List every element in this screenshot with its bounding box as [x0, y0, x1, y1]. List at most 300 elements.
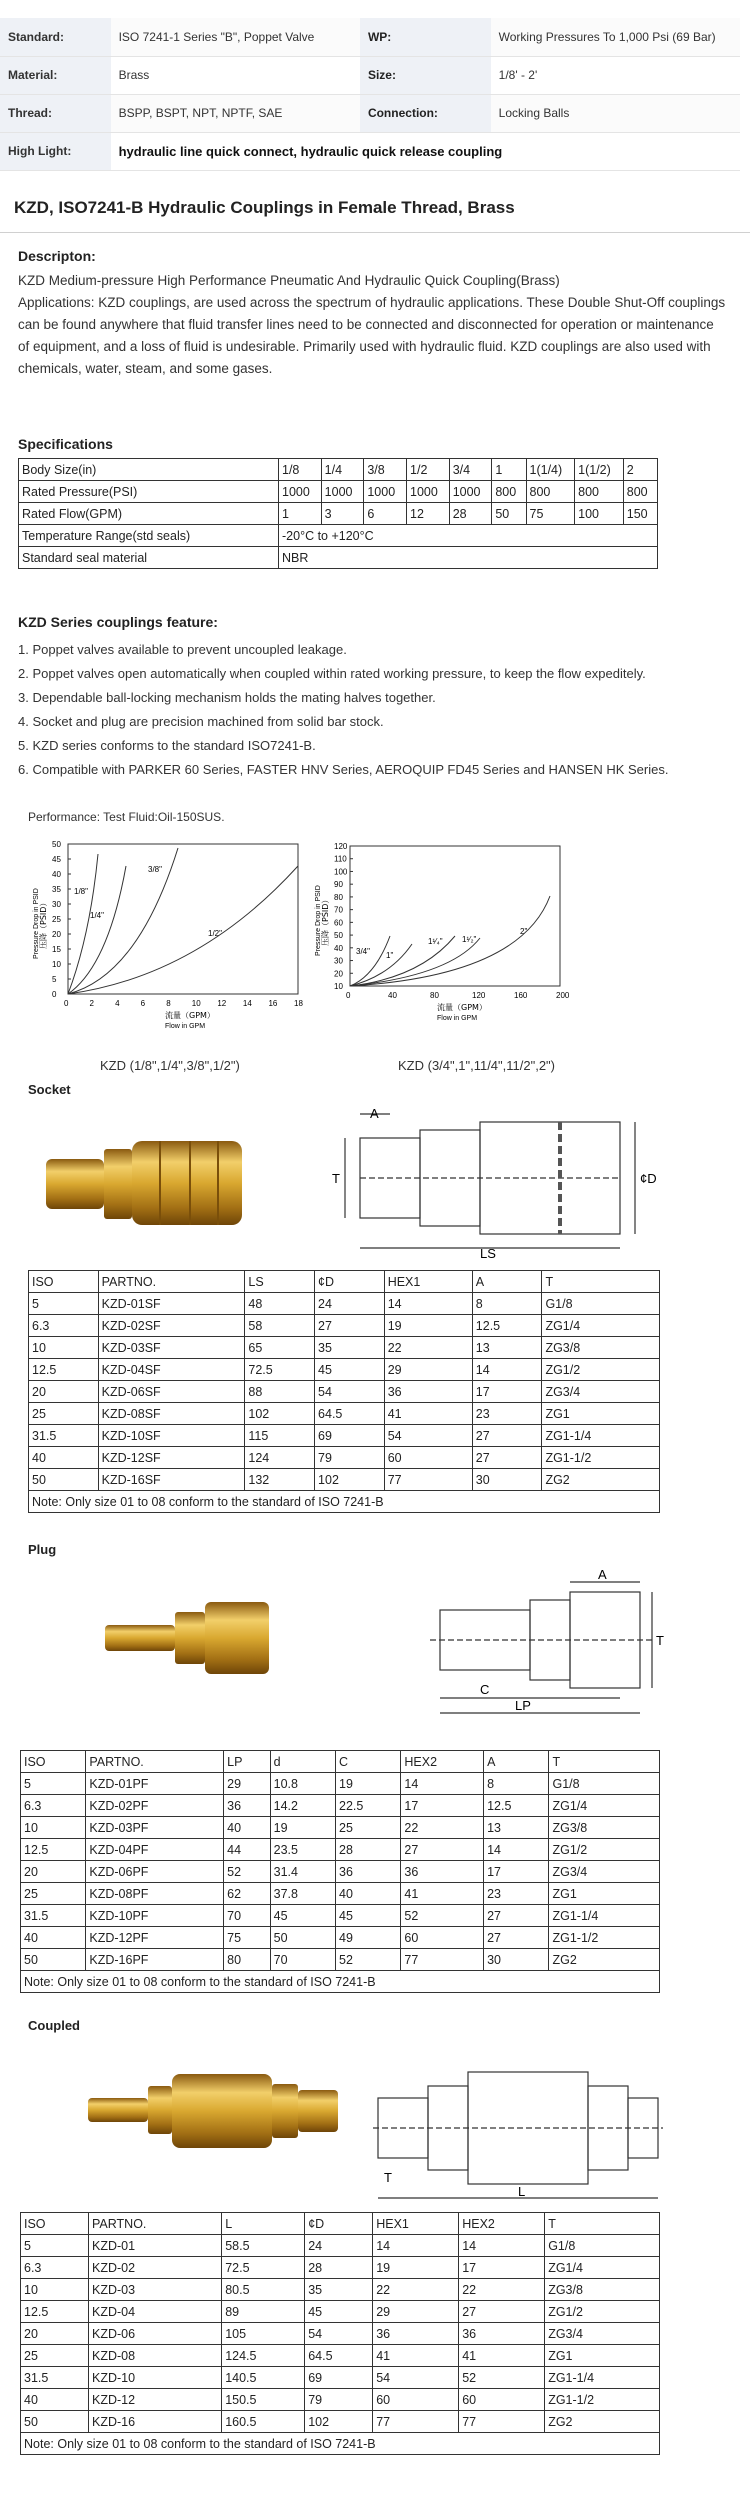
- table-note: Note: Only size 01 to 08 conform to the standard of ISO 7241-B: [21, 2433, 660, 2455]
- socket-table: [28, 1270, 660, 1513]
- table-cell: 17: [459, 2257, 545, 2279]
- table-cell: 10.8: [270, 1773, 335, 1795]
- table-cell: 10: [21, 2279, 89, 2301]
- table-cell: KZD-03: [88, 2279, 221, 2301]
- product-spec-table: [0, 18, 740, 171]
- table-cell: 27: [484, 1927, 549, 1949]
- table-cell: 24: [305, 2235, 373, 2257]
- table-cell: 1000: [321, 481, 364, 503]
- column-header: ISO: [21, 1751, 86, 1773]
- column-header: L: [222, 2213, 305, 2235]
- table-cell: 17: [472, 1381, 542, 1403]
- table-cell: 150: [623, 503, 657, 525]
- series-curve: [350, 936, 390, 986]
- table-cell: 14: [384, 1293, 472, 1315]
- table-cell: 41: [459, 2345, 545, 2367]
- table-cell: 800: [623, 481, 657, 503]
- table-cell: 31.5: [29, 1425, 99, 1447]
- series-label: 1": [386, 951, 394, 960]
- table-row: [19, 547, 658, 569]
- table-cell: 27: [472, 1447, 542, 1469]
- table-cell: 12.5: [21, 2301, 89, 2323]
- highlight-row: [0, 132, 740, 170]
- table-cell: 60: [384, 1447, 472, 1469]
- table-cell: KZD-08SF: [98, 1403, 245, 1425]
- dim-t: T: [384, 2170, 392, 2185]
- table-cell: ZG1-1/4: [549, 1905, 660, 1927]
- table-cell: ZG3/8: [545, 2279, 660, 2301]
- y-tick-label: 120: [334, 842, 348, 851]
- table-cell: 50: [492, 503, 526, 525]
- table-cell: NBR: [279, 547, 658, 569]
- table-cell: KZD-01: [88, 2235, 221, 2257]
- table-row: [19, 481, 658, 503]
- table-cell: 1/8: [279, 459, 322, 481]
- table-cell: ZG1/2: [542, 1359, 660, 1381]
- table-cell: Temperature Range(std seals): [19, 525, 279, 547]
- table-cell: 102: [305, 2411, 373, 2433]
- table-cell: 102: [245, 1403, 315, 1425]
- dim-c: C: [480, 1682, 490, 1697]
- table-cell: 124: [245, 1447, 315, 1469]
- feature-item: 2. Poppet valves open automatically when coupled within rated working pressure, to keep the flow expeditely.: [18, 666, 646, 681]
- y-tick-label: 20: [52, 930, 61, 939]
- table-cell: 27: [484, 1905, 549, 1927]
- performance-label: Performance: Test Fluid:Oil-150SUS.: [28, 810, 225, 824]
- highlight-label: High Light:: [0, 132, 111, 170]
- table-cell: 27: [315, 1315, 385, 1337]
- x-tick-label: 4: [115, 999, 120, 1008]
- y-tick-label: 70: [334, 905, 343, 915]
- table-cell: 45: [336, 1905, 401, 1927]
- table-cell: 5: [21, 2235, 89, 2257]
- table-cell: 79: [305, 2389, 373, 2411]
- table-row: [21, 1839, 660, 1861]
- spec-label: Connection:: [360, 94, 491, 132]
- table-cell: 5: [21, 1773, 86, 1795]
- table-cell: KZD-04PF: [86, 1839, 224, 1861]
- column-header: ISO: [29, 1271, 99, 1293]
- table-cell: 52: [336, 1949, 401, 1971]
- table-cell: 12.5: [29, 1359, 99, 1381]
- table-row: [21, 1905, 660, 1927]
- table-cell: 44: [224, 1839, 270, 1861]
- y-tick-label: 10: [334, 982, 343, 991]
- x-tick-label: 2: [89, 999, 95, 1008]
- table-cell: 140.5: [222, 2367, 305, 2389]
- table-cell: 36: [224, 1795, 270, 1817]
- table-cell: ZG1-1/2: [542, 1447, 660, 1469]
- table-cell: 28: [449, 503, 492, 525]
- table-cell: 40: [224, 1817, 270, 1839]
- table-cell: 12.5: [484, 1795, 549, 1817]
- y-tick-label: 50: [52, 840, 61, 849]
- x-tick-label: 16: [268, 999, 278, 1008]
- table-cell: KZD-12PF: [86, 1927, 224, 1949]
- y-tick-label: 30: [334, 956, 343, 966]
- table-cell: KZD-06: [88, 2323, 221, 2345]
- table-cell: 14: [484, 1839, 549, 1861]
- table-cell: 3: [321, 503, 364, 525]
- table-cell: 65: [245, 1337, 315, 1359]
- performance-chart-large: [315, 826, 590, 1036]
- table-cell: 10: [29, 1337, 99, 1359]
- plug-table: [20, 1750, 660, 1993]
- y-axis-label: Pressure Drop in PSID: [33, 888, 40, 959]
- table-row: [21, 2323, 660, 2345]
- table-cell: 23.5: [270, 1839, 335, 1861]
- table-cell: 132: [245, 1469, 315, 1491]
- y-axis-label: Pressure Drop in PSID: [315, 885, 322, 956]
- highlight-value: hydraulic line quick connect, hydraulic quick release coupling: [111, 132, 740, 170]
- table-cell: ZG3/4: [549, 1861, 660, 1883]
- table-cell: 19: [270, 1817, 335, 1839]
- table-row: [21, 1795, 660, 1817]
- description-line1: KZD Medium-pressure High Performance Pneumatic And Hydraulic Quick Coupling(Brass): [18, 273, 560, 288]
- table-cell: 105: [222, 2323, 305, 2345]
- series-label: 1/4": [90, 911, 104, 920]
- product-title: KZD, ISO7241-B Hydraulic Couplings in Female Thread, Brass: [14, 198, 515, 217]
- features-heading: KZD Series couplings feature:: [18, 614, 218, 630]
- table-cell: 1000: [364, 481, 407, 503]
- table-cell: 52: [401, 1905, 484, 1927]
- table-cell: 28: [305, 2257, 373, 2279]
- table-note: Note: Only size 01 to 08 conform to the standard of ISO 7241-B: [21, 1971, 660, 1993]
- table-cell: 22: [373, 2279, 459, 2301]
- table-cell: 22: [384, 1337, 472, 1359]
- column-header: HEX1: [384, 1271, 472, 1293]
- table-header-row: [21, 1751, 660, 1773]
- table-cell: 1(1/2): [575, 459, 624, 481]
- table-cell: G1/8: [542, 1293, 660, 1315]
- table-cell: 60: [401, 1927, 484, 1949]
- series-label: 3/8": [148, 865, 162, 874]
- table-cell: KZD-01PF: [86, 1773, 224, 1795]
- table-cell: ZG1: [545, 2345, 660, 2367]
- table-cell: 12.5: [472, 1315, 542, 1337]
- column-header: A: [472, 1271, 542, 1293]
- table-cell: 5: [29, 1293, 99, 1315]
- table-row: [21, 2301, 660, 2323]
- table-cell: 19: [373, 2257, 459, 2279]
- table-cell: 2: [623, 459, 657, 481]
- table-cell: 36: [401, 1861, 484, 1883]
- table-cell: 52: [224, 1861, 270, 1883]
- table-cell: 77: [384, 1469, 472, 1491]
- dim-l: L: [518, 2184, 526, 2199]
- table-cell: 35: [305, 2279, 373, 2301]
- table-cell: ZG1-1/2: [549, 1927, 660, 1949]
- table-cell: 1000: [449, 481, 492, 503]
- table-cell: 40: [336, 1883, 401, 1905]
- table-row: [29, 1315, 660, 1337]
- chart-caption-large: KZD (3/4",1",11/4",11/2",2"): [398, 1058, 555, 1073]
- y-tick-label: 100: [334, 867, 348, 877]
- table-cell: 72.5: [222, 2257, 305, 2279]
- table-cell: 800: [526, 481, 575, 503]
- table-cell: 77: [459, 2411, 545, 2433]
- table-row: [29, 1425, 660, 1447]
- table-cell: KZD-03PF: [86, 1817, 224, 1839]
- table-cell: 14: [373, 2235, 459, 2257]
- table-cell: 13: [472, 1337, 542, 1359]
- table-header-row: [29, 1271, 660, 1293]
- table-cell: 20: [21, 2323, 89, 2345]
- table-cell: ZG1/2: [549, 1839, 660, 1861]
- series-label: 2": [520, 927, 528, 936]
- x-axis-label: 流量（GPM）: [437, 1003, 487, 1012]
- x-tick-label: 0: [64, 999, 69, 1008]
- table-cell: 13: [484, 1817, 549, 1839]
- y-tick-label: 20: [334, 969, 343, 979]
- table-cell: KZD-02PF: [86, 1795, 224, 1817]
- table-cell: KZD-06PF: [86, 1861, 224, 1883]
- table-cell: 17: [484, 1861, 549, 1883]
- x-tick-label: 12: [217, 999, 227, 1008]
- column-header: PARTNO.: [88, 2213, 221, 2235]
- socket-photo: [40, 1125, 260, 1235]
- feature-item: 1. Poppet valves available to prevent uncoupled leakage.: [18, 642, 347, 657]
- column-header: d: [270, 1751, 335, 1773]
- table-cell: Rated Flow(GPM): [19, 503, 279, 525]
- table-cell: 50: [29, 1469, 99, 1491]
- table-cell: 29: [224, 1773, 270, 1795]
- table-cell: Standard seal material: [19, 547, 279, 569]
- column-header: A: [484, 1751, 549, 1773]
- spec-row: [0, 56, 740, 94]
- table-cell: KZD-16SF: [98, 1469, 245, 1491]
- note-row: [21, 2433, 660, 2455]
- table-cell: 27: [401, 1839, 484, 1861]
- table-cell: 36: [373, 2323, 459, 2345]
- table-cell: ZG2: [545, 2411, 660, 2433]
- spec-row: [0, 18, 740, 56]
- table-cell: 12.5: [21, 1839, 86, 1861]
- table-cell: 70: [224, 1905, 270, 1927]
- table-cell: 8: [484, 1773, 549, 1795]
- table-cell: KZD-10SF: [98, 1425, 245, 1447]
- table-cell: 58: [245, 1315, 315, 1337]
- table-cell: 54: [315, 1381, 385, 1403]
- table-header-row: [21, 2213, 660, 2235]
- table-cell: 69: [305, 2367, 373, 2389]
- table-cell: 54: [305, 2323, 373, 2345]
- table-cell: KZD-06SF: [98, 1381, 245, 1403]
- table-cell: 25: [21, 2345, 89, 2367]
- table-row: [29, 1447, 660, 1469]
- spec-value: 1/8' - 2': [491, 56, 740, 94]
- chart-frame: [350, 846, 560, 986]
- x-tick-label: 18: [294, 999, 303, 1008]
- table-cell: 19: [336, 1773, 401, 1795]
- table-cell: 50: [270, 1927, 335, 1949]
- x-tick-label: 40: [388, 991, 397, 1000]
- table-cell: 75: [526, 503, 575, 525]
- table-cell: 1000: [279, 481, 322, 503]
- table-cell: ZG1: [542, 1403, 660, 1425]
- table-cell: 3/8: [364, 459, 407, 481]
- table-row: [21, 1861, 660, 1883]
- table-note: Note: Only size 01 to 08 conform to the standard of ISO 7241-B: [29, 1491, 660, 1513]
- y-tick-label: 40: [334, 943, 343, 953]
- dim-a: A: [598, 1567, 607, 1582]
- table-cell: 35: [315, 1337, 385, 1359]
- note-row: [29, 1491, 660, 1513]
- table-cell: 45: [270, 1905, 335, 1927]
- spec-label: Size:: [360, 56, 491, 94]
- spec-value: BSPP, BSPT, NPT, NPTF, SAE: [111, 94, 360, 132]
- table-cell: KZD-02SF: [98, 1315, 245, 1337]
- feature-item: 4. Socket and plug are precision machined from solid bar stock.: [18, 714, 384, 729]
- y-tick-label: 25: [52, 915, 61, 924]
- table-cell: 23: [484, 1883, 549, 1905]
- table-cell: 50: [21, 2411, 89, 2433]
- table-cell: 29: [384, 1359, 472, 1381]
- table-cell: KZD-16PF: [86, 1949, 224, 1971]
- table-cell: 54: [373, 2367, 459, 2389]
- series-label: 3/4": [356, 947, 370, 956]
- table-cell: 25: [21, 1883, 86, 1905]
- table-cell: 102: [315, 1469, 385, 1491]
- performance-chart-small: [28, 826, 318, 1036]
- table-cell: 77: [401, 1949, 484, 1971]
- x-axis-label: Flow in GPM: [437, 1015, 478, 1022]
- table-cell: 800: [492, 481, 526, 503]
- coupled-drawing: [368, 2058, 668, 2208]
- table-cell: 100: [575, 503, 624, 525]
- table-cell: 1/2: [407, 459, 450, 481]
- table-row: [21, 2257, 660, 2279]
- spec-label: WP:: [360, 18, 491, 56]
- y-tick-label: 110: [334, 854, 347, 864]
- table-cell: 160.5: [222, 2411, 305, 2433]
- specifications-table: [18, 458, 658, 569]
- y-tick-label: 10: [52, 960, 61, 969]
- table-cell: 45: [315, 1359, 385, 1381]
- coupled-table: [20, 2212, 660, 2455]
- table-cell: 54: [384, 1425, 472, 1447]
- table-cell: Body Size(in): [19, 459, 279, 481]
- y-tick-label: 90: [334, 880, 343, 890]
- table-row: [29, 1403, 660, 1425]
- table-cell: 31.5: [21, 1905, 86, 1927]
- table-cell: 14: [401, 1773, 484, 1795]
- table-row: [21, 2389, 660, 2411]
- table-cell: ZG3/4: [542, 1381, 660, 1403]
- table-cell: 40: [21, 2389, 89, 2411]
- table-cell: 80: [224, 1949, 270, 1971]
- table-cell: 69: [315, 1425, 385, 1447]
- plug-heading: Plug: [28, 1542, 57, 1557]
- table-cell: ZG1-1/4: [542, 1425, 660, 1447]
- y-tick-label: 50: [334, 931, 343, 941]
- table-cell: KZD-12SF: [98, 1447, 245, 1469]
- series-curve: [68, 866, 298, 994]
- table-cell: ZG1-1/2: [545, 2389, 660, 2411]
- table-row: [29, 1469, 660, 1491]
- table-cell: ZG1: [549, 1883, 660, 1905]
- y-axis-label: 压降（PSID）: [321, 895, 330, 946]
- series-label: 1/8": [74, 887, 88, 896]
- dim-t: T: [332, 1171, 340, 1186]
- table-cell: 40: [29, 1447, 99, 1469]
- table-cell: -20°C to +120°C: [279, 525, 658, 547]
- dim-d: ¢D: [640, 1171, 657, 1186]
- x-tick-label: 6: [140, 999, 146, 1008]
- table-cell: 115: [245, 1425, 315, 1447]
- table-cell: 24: [315, 1293, 385, 1315]
- table-cell: 62: [224, 1883, 270, 1905]
- y-tick-label: 15: [52, 945, 61, 954]
- table-row: [21, 2345, 660, 2367]
- table-cell: 45: [305, 2301, 373, 2323]
- table-row: [21, 1927, 660, 1949]
- table-cell: 48: [245, 1293, 315, 1315]
- plug-drawing: [420, 1567, 670, 1720]
- table-cell: 14: [459, 2235, 545, 2257]
- table-cell: 80.5: [222, 2279, 305, 2301]
- spec-value: ISO 7241-1 Series "B", Poppet Valve: [111, 18, 360, 56]
- table-cell: 6.3: [21, 1795, 86, 1817]
- table-cell: 37.8: [270, 1883, 335, 1905]
- spec-label: Thread:: [0, 94, 111, 132]
- table-cell: KZD-16: [88, 2411, 221, 2433]
- table-cell: 12: [407, 503, 450, 525]
- table-cell: 19: [384, 1315, 472, 1337]
- column-header: HEX2: [401, 1751, 484, 1773]
- features-list: [18, 638, 733, 782]
- spec-value: Working Pressures To 1,000 Psi (69 Bar): [491, 18, 740, 56]
- table-cell: 89: [222, 2301, 305, 2323]
- table-row: [19, 525, 658, 547]
- y-tick-label: 40: [52, 870, 61, 879]
- table-cell: KZD-10: [88, 2367, 221, 2389]
- column-header: T: [545, 2213, 660, 2235]
- spec-row: [0, 94, 740, 132]
- table-cell: KZD-10PF: [86, 1905, 224, 1927]
- table-cell: KZD-04: [88, 2301, 221, 2323]
- y-tick-label: 45: [52, 855, 61, 864]
- table-cell: 36: [384, 1381, 472, 1403]
- description-heading: Descripton:: [18, 248, 96, 264]
- table-cell: 22: [401, 1817, 484, 1839]
- y-axis-label: 压降（PSID）: [39, 898, 48, 949]
- y-tick-label: 60: [334, 918, 343, 928]
- table-cell: ZG3/4: [545, 2323, 660, 2345]
- x-tick-label: 0: [346, 991, 351, 1000]
- spec-value: Locking Balls: [491, 94, 740, 132]
- table-row: [29, 1381, 660, 1403]
- chart-caption-small: KZD (1/8",1/4",3/8",1/2"): [100, 1058, 240, 1073]
- table-cell: 41: [401, 1883, 484, 1905]
- table-cell: 30: [484, 1949, 549, 1971]
- table-cell: 20: [29, 1381, 99, 1403]
- table-cell: 41: [373, 2345, 459, 2367]
- table-row: [29, 1293, 660, 1315]
- table-cell: 25: [29, 1403, 99, 1425]
- table-cell: ZG2: [549, 1949, 660, 1971]
- x-tick-label: 80: [430, 991, 439, 1000]
- column-header: LS: [245, 1271, 315, 1293]
- x-axis-label: 流量（GPM）: [165, 1011, 215, 1020]
- table-cell: ZG1/2: [545, 2301, 660, 2323]
- table-cell: 23: [472, 1403, 542, 1425]
- table-cell: 36: [336, 1861, 401, 1883]
- table-cell: ZG3/8: [549, 1817, 660, 1839]
- table-cell: 64.5: [305, 2345, 373, 2367]
- description-paragraph: Applications: KZD couplings, are used across the spectrum of hydraulic applications. These Double Shut-Off couplings can be found anywhere that fluid transfer lines need to be connected and disconnected for operation or maintenance of equipment, and a loss of fluid is undesirable. Primarily used with hydraulic fluid. KZD couplings are also used with chemicals, water, steam, and some gases.: [18, 295, 726, 376]
- table-cell: 25: [336, 1817, 401, 1839]
